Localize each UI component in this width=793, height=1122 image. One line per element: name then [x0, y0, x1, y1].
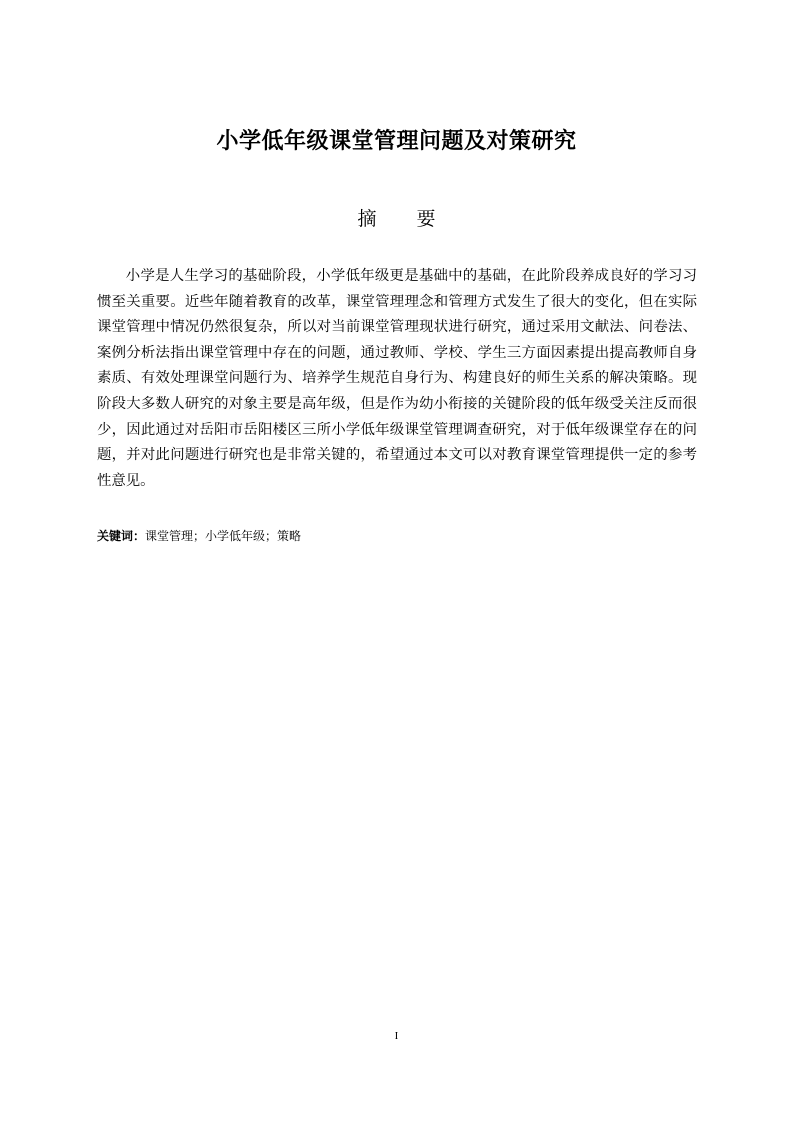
keywords-label: 关键词： [97, 529, 146, 543]
keywords-line [97, 526, 301, 546]
keywords-value: 课堂管理；小学低年级；策略 [145, 529, 302, 543]
page-number: I [394, 1030, 399, 1042]
document-title: 小学低年级课堂管理问题及对策研究 [216, 129, 577, 154]
abstract-heading: 摘要 [357, 208, 476, 230]
abstract-paragraph: 小学是人生学习的基础阶段，小学低年级更是基础中的基础，在此阶段养成良好的学习习惯至关重要。近些年随着教育的改革，课堂管理理念和管理方式发生了很大的变化，但在实际课堂管理中情况仍然很复杂，所以对当前课堂管理现状进行研究，通过采用文献法、问卷法、案例分析法指出课堂管理中存在的问题，通过教师、学校、学生三方面因素提出提高教师自身素质、有效处理课堂问题行为、培养学生规范自身行为、构建良好的师生关系的解决策略。现阶段大多数人研究的对象主要是高年级，但是作为幼小衔接的关键阶段的低年级受关注反而很少，因此通过对岳阳市岳阳楼区三所小学低年级课堂管理调查研究，对于低年级课堂存在的问题，并对此问题进行研究也是非常关键的，希望通过本文可以对教育课堂管理提供一定的参考性意见。 [97, 268, 697, 489]
